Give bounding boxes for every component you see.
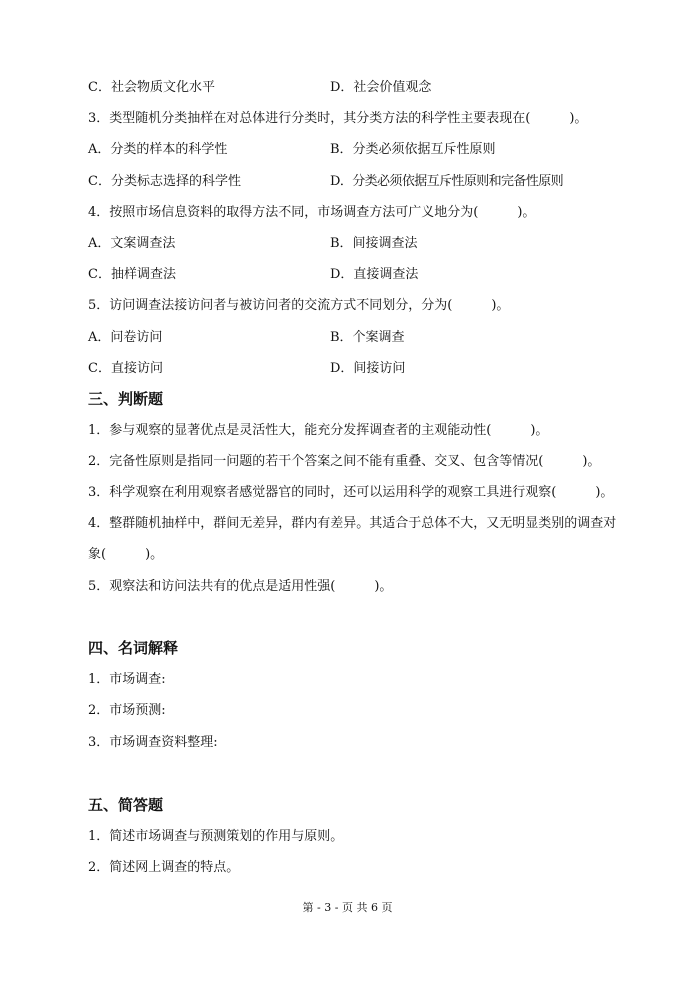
q5-option-d: D．间接访问: [330, 361, 406, 376]
short-answer-item-1: 1．简述市场调查与预测策划的作用与原则。: [88, 829, 344, 844]
judge-item-4: 4．整群随机抽样中，群间无差异，群内有差异。其适合于总体不大，又无明显类别的调查对: [88, 516, 617, 531]
judge-item-2: 2．完备性原则是指同一问题的若干个答案之间不能有重叠、交叉、包含等情况( )。: [88, 454, 601, 469]
q3-stem: 3．类型随机分类抽样在对总体进行分类时，其分类方法的科学性主要表现在( )。: [88, 111, 588, 126]
q5-option-b: B．个案调查: [330, 330, 405, 345]
section5-title: 五、简答题: [88, 796, 164, 814]
judge-item-3: 3．科学观察在利用观察者感觉器官的同时，还可以运用科学的观察工具进行观察( )。: [88, 485, 614, 500]
q3-option-b: B．分类必须依据互斥性原则: [330, 142, 496, 157]
q5-stem: 5．访问调查法接访问者与被访问者的交流方式不同划分，分为( )。: [88, 298, 510, 313]
page-footer: 第 - 3 - 页 共 6 页: [302, 901, 393, 914]
q4-option-b: B．间接调查法: [330, 236, 418, 251]
q5-option-c: C．直接访问: [88, 361, 163, 376]
judge-item-4-continued: 象( )。: [88, 547, 164, 562]
q5-option-a: A．问卷访问: [88, 330, 163, 345]
short-answer-item-2: 2．简述网上调查的特点。: [88, 860, 240, 875]
term-item-3: 3．市场调查资料整理:: [88, 735, 218, 750]
judge-item-1: 1．参与观察的显著优点是灵活性大，能充分发挥调查者的主观能动性( )。: [88, 423, 549, 438]
term-item-2: 2．市场预测:: [88, 703, 166, 718]
q4-option-d: D．直接调查法: [330, 267, 419, 282]
q4-option-a: A．文案调查法: [88, 236, 176, 251]
judge-item-5: 5．观察法和访问法共有的优点是适用性强( )。: [88, 579, 393, 594]
q3-option-a: A．分类的样本的科学性: [88, 142, 228, 157]
q4-stem: 4．按照市场信息资料的取得方法不同，市场调查方法可广义地分为( )。: [88, 205, 536, 220]
section4-title: 四、名词解释: [88, 639, 179, 657]
q2-option-c: C．社会物质文化水平: [88, 80, 215, 95]
q4-option-c: C．抽样调查法: [88, 267, 176, 282]
term-item-1: 1．市场调查:: [88, 672, 166, 687]
section3-title: 三、判断题: [88, 390, 164, 408]
q3-option-c: C．分类标志选择的科学性: [88, 174, 241, 189]
q2-option-d: D．社会价值观念: [330, 80, 432, 95]
q3-option-d: D．分类必须依据互斥性原则和完备性原则: [330, 174, 564, 189]
